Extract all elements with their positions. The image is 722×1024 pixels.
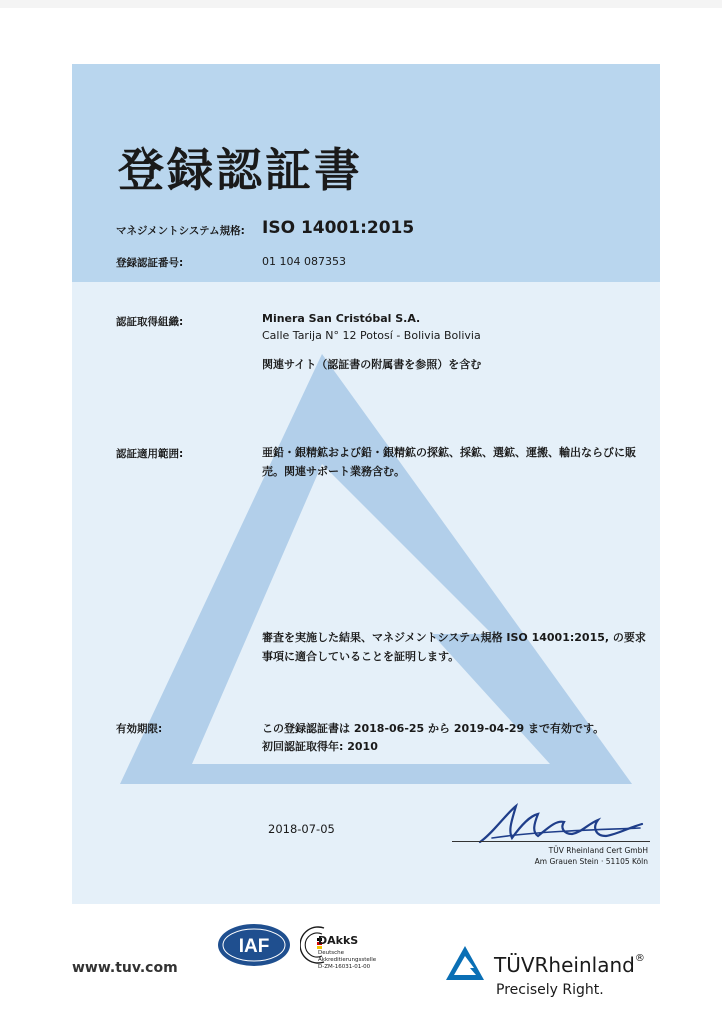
iaf-logo-icon <box>216 922 292 968</box>
first-certification-year: 初回認証取得年: 2010 <box>262 740 378 753</box>
dakks-line-3: D-ZM-16031-01-00 <box>318 964 371 970</box>
issuer-name: TÜV Rheinland Cert GmbH <box>548 846 648 855</box>
dakks-line-1: Deutsche <box>318 950 345 956</box>
scope-label: 認証適用範囲: <box>116 448 184 460</box>
issue-date: 2018-07-05 <box>268 822 335 836</box>
issuer-address: Am Grauen Stein · 51105 Köln <box>534 857 648 866</box>
validity-label: 有効期限: <box>116 723 163 735</box>
audit-statement: 審査を実施した結果、マネジメントシステム規格 ISO 14001:2015, の要求事項に適合していることを証明します。 <box>262 631 646 663</box>
related-sites-note: 関連サイト（認証書の附属書を参照）を含む <box>262 358 482 371</box>
certificate-title: 登録認証書 <box>118 143 363 197</box>
footer-url-link[interactable]: www.tuv.com <box>72 960 178 976</box>
certificate-holder-name: Minera San Cristóbal S.A. <box>262 312 421 325</box>
page-top-edge <box>0 0 722 8</box>
dakks-name: DAkkS <box>318 934 359 947</box>
certificate-holder-address: Calle Tarija N° 12 Potosí - Bolivia Bolivia <box>262 329 481 342</box>
registration-number-label: 登録認証番号: <box>116 257 184 269</box>
tuv-triangle-icon <box>444 944 486 982</box>
iaf-logo-text: IAF <box>238 936 270 957</box>
certificate-panel <box>72 64 660 904</box>
tuv-brand-text: TÜVRheinland <box>494 953 635 977</box>
dakks-line-2: Akkreditierungsstelle <box>318 957 377 963</box>
signature-line <box>452 841 650 842</box>
standard-value: ISO 14001:2015 <box>262 218 415 238</box>
tuv-brand-name <box>494 953 645 977</box>
scope-value: 亜鉛・銀精鉱および鉛・銀精鉱の探鉱、採鉱、選鉱、運搬、輸出ならびに販売。関連サポート業務含む。 <box>262 446 636 478</box>
registered-mark: ® <box>634 953 645 964</box>
standard-label: マネジメントシステム規格: <box>116 225 245 237</box>
certificate-holder-label: 認証取得組織: <box>116 316 184 328</box>
tuv-tagline: Precisely Right. <box>496 982 604 998</box>
validity-value: この登録認証書は 2018-06-25 から 2019-04-29 まで有効です。 <box>262 722 605 735</box>
registration-number-value: 01 104 087353 <box>262 255 346 268</box>
